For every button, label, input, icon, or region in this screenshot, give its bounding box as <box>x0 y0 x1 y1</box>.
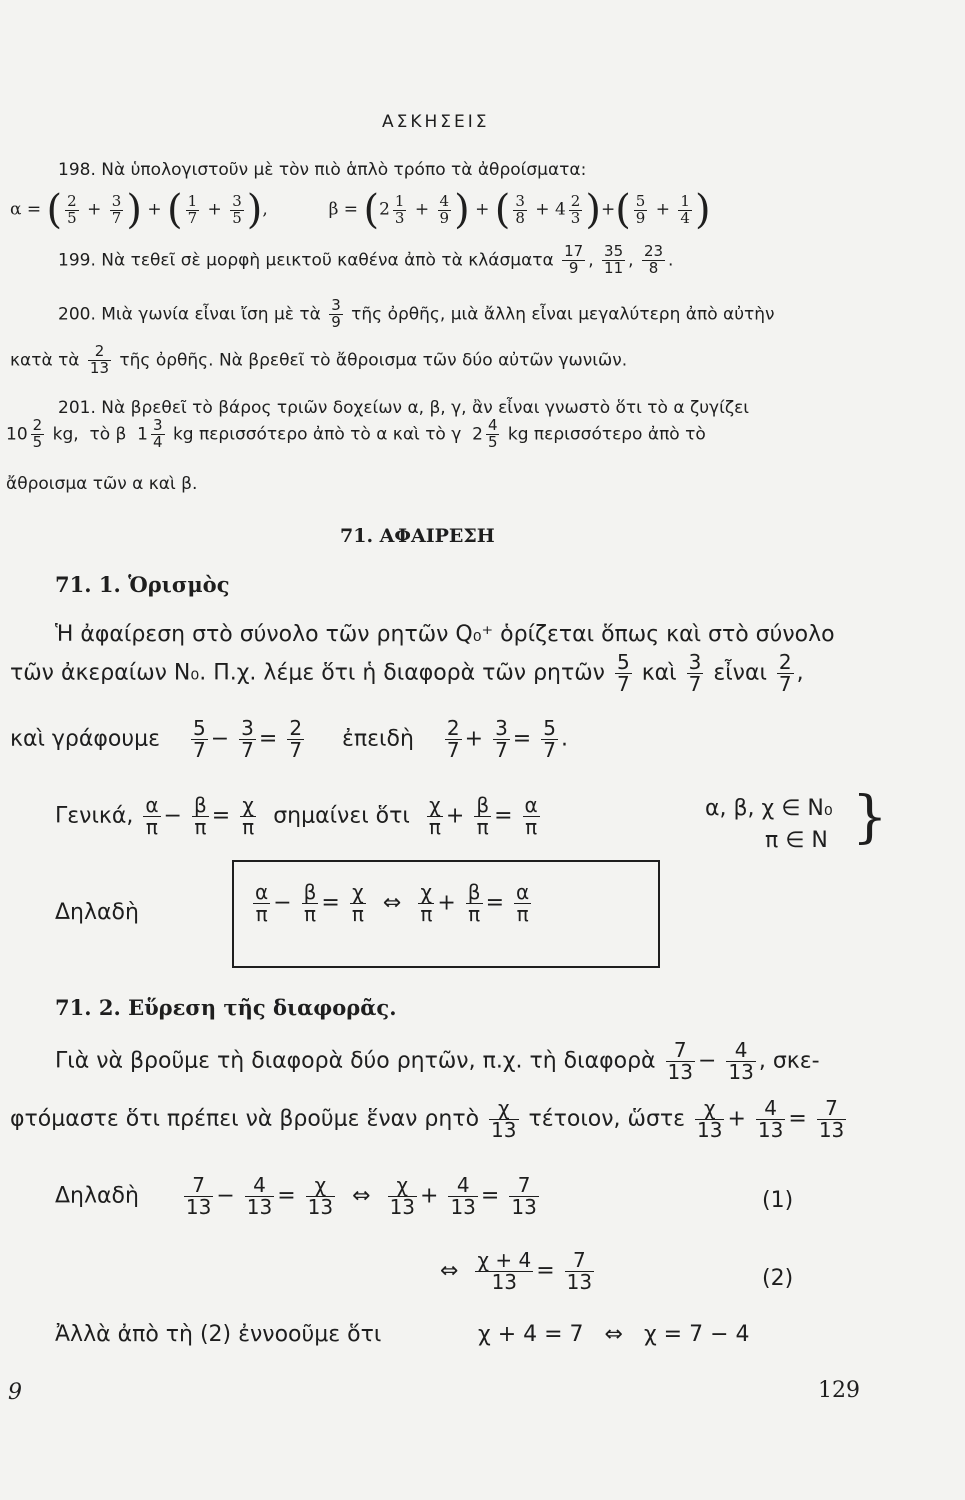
fraction: $\frac{7}{13}$ <box>667 1038 693 1084</box>
subsection-heading-71-2: 71. 2. Εὕρεση τῆς διαφορᾶς. <box>55 995 397 1020</box>
fraction: $\frac{\chi}{13}$ <box>389 1173 416 1219</box>
fraction: $\frac{3}{4}$ <box>152 416 163 451</box>
fraction: $\frac{7}{13}$ <box>566 1248 593 1294</box>
equation-2: ⇔ $\frac{\chi + 4}{13}$ = $\frac{7}{13}$ <box>440 1248 593 1294</box>
exercise-198-sums: α = ( $\frac{2}{5}$ + $\frac{3}{7}$ ) + ( $\frac{1}{7}$ + $\frac{3}{5}$ ), β = (2 $\frac{1}{3}$ + $\frac{4}{9}$ ) + ( $\frac{3}{8}$ + 4 $\frac{2}{3}$ )+( $\frac{5}{9}$ + $\frac{1}{4}$ ) <box>10 187 711 233</box>
exercise-198 <box>58 160 586 180</box>
fraction: $\frac{2}{13}$ <box>89 342 110 377</box>
fraction: $\frac{3}{7}$ <box>111 191 122 227</box>
exercise-number: 198. <box>58 160 96 180</box>
fraction: $\frac{\chi}{\pi}$ <box>351 880 364 926</box>
exercise-text: Νὰ ὑπολογιστοῦν μὲ τὸν πιὸ ἁπλὸ τρόπο τὰ ἀθροίσματα: <box>101 160 587 180</box>
equation-example: καὶ γράφουμε $\frac{5}{7}$ − $\frac{3}{7}$ = $\frac{2}{7}$ ἐπειδὴ $\frac{2}{7}$ + $\frac{3}{7}$ = $\frac{5}{7}$ . <box>10 716 568 762</box>
fraction: $\frac{3}{7}$ <box>495 716 508 762</box>
fraction: $\frac{\beta}{\pi}$ <box>467 880 481 926</box>
fraction: $\frac{4}{13}$ <box>757 1096 784 1142</box>
beta-label: β = <box>328 199 359 220</box>
conditions <box>705 793 833 857</box>
paragraph-definition: Ἡ ἀφαίρεση στὸ σύνολο τῶν ρητῶν Q₀⁺ ὁρίζεται ὅπως καὶ στὸ σύνολο <box>55 622 835 647</box>
paragraph-example: τῶν ἀκεραίων N₀. Π.χ. λέμε ὅτι ἡ διαφορὰ τῶν ρητῶν $\frac{5}{7}$ καὶ $\frac{3}{7}$ εἶναι $\frac{2}{7}$ , <box>10 650 804 696</box>
page-number: 129 <box>818 1378 860 1403</box>
fraction: $\frac{\chi}{\pi}$ <box>242 793 255 839</box>
fraction: $\frac{5}{7}$ <box>192 716 206 762</box>
fraction: $\frac{4}{13}$ <box>246 1173 273 1219</box>
boxed-equation: $\frac{\alpha}{\pi}$ − $\frac{\beta}{\pi}$ = $\frac{\chi}{\pi}$ ⇔ $\frac{\chi}{\pi}$ + $\frac{\beta}{\pi}$ = $\frac{\alpha}{\pi}$ <box>255 880 530 926</box>
fraction: $\frac{35}{11}$ <box>604 242 624 277</box>
equation-3: χ + 4 = 7 ⇔ χ = 7 − 4 <box>478 1322 750 1347</box>
fraction: $\frac{7}{13}$ <box>185 1173 212 1219</box>
fraction: $\frac{7}{13}$ <box>818 1096 845 1142</box>
exercise-200: 200. Μιὰ γωνία εἶναι ἴση μὲ τὰ $\frac{3}{9}$ τῆς ὀρθῆς, μιὰ ἄλλη εἶναι μεγαλύτερη ἀπὸ αὐτὴν <box>58 296 775 331</box>
fraction: $\frac{5}{7}$ <box>543 716 556 762</box>
fraction: $\frac{3}{9}$ <box>331 296 341 331</box>
fraction: $\frac{\chi}{13}$ <box>491 1096 517 1142</box>
fraction: $\frac{\chi}{13}$ <box>307 1173 334 1219</box>
fraction: $\frac{4}{9}$ <box>439 191 450 227</box>
fraction: $\frac{23}{8}$ <box>643 242 664 277</box>
fraction: $\frac{2}{7}$ <box>289 716 303 762</box>
equation-tag-2: (2) <box>762 1266 794 1291</box>
exercise-200-cont: κατὰ τὰ $\frac{2}{13}$ τῆς ὀρθῆς. Νὰ βρεθεῖ τὸ ἄθροισμα τῶν δύο αὐτῶν γωνιῶν. <box>10 342 628 377</box>
exercise-201: 201. Νὰ βρεθεῖ τὸ βάρος τριῶν δοχείων α, β, γ, ἂν εἶναι γνωστὸ ὅτι τὸ α ζυγίζει <box>58 398 750 418</box>
right-brace: } <box>852 785 888 850</box>
fraction: $\frac{3}{7}$ <box>688 650 702 696</box>
fraction: $\frac{2}{7}$ <box>446 716 460 762</box>
fraction: $\frac{2}{5}$ <box>32 416 43 451</box>
fraction: $\frac{\chi + 4}{13}$ <box>477 1248 532 1294</box>
fraction: $\frac{17}{9}$ <box>564 242 584 277</box>
equation-1: Δηλαδὴ $\frac{7}{13}$ − $\frac{4}{13}$ = $\frac{\chi}{13}$ ⇔ $\frac{\chi}{13}$ + $\frac{4}{13}$ = $\frac{7}{13}$ <box>55 1173 537 1219</box>
fraction: $\frac{\beta}{\pi}$ <box>193 793 207 839</box>
fraction: $\frac{\alpha}{\pi}$ <box>255 880 269 926</box>
fraction: $\frac{4}{13}$ <box>450 1173 476 1219</box>
exercises-title: ΑΣΚΗΣΕΙΣ <box>382 112 490 132</box>
condition-1: α, β, χ ∈ N₀ <box>705 796 833 821</box>
exercise-199: 199. Νὰ τεθεῖ σὲ μορφὴ μεικτοῦ καθένα ἀπὸ τὰ κλάσματα $\frac{17}{9}$ , $\frac{35}{11}$ , $\frac{23}{8}$ . <box>58 242 674 277</box>
fraction: $\frac{7}{13}$ <box>511 1173 537 1219</box>
fraction: $\frac{2}{7}$ <box>778 650 792 696</box>
section-title: 71. ΑΦΑΙΡΕΣΗ <box>340 525 495 547</box>
paragraph-difference: Γιὰ νὰ βροῦμε τὴ διαφορὰ δύο ρητῶν, π.χ. τὴ διαφορὰ $\frac{7}{13}$ − $\frac{4}{13}$ , σκε- <box>55 1038 820 1084</box>
fraction: $\frac{3}{5}$ <box>232 191 242 227</box>
fraction: $\frac{1}{3}$ <box>394 191 405 227</box>
that-is-label: Δηλαδὴ <box>55 900 139 925</box>
fraction: $\frac{1}{7}$ <box>187 191 198 227</box>
general-statement: Γενικά, $\frac{\alpha}{\pi}$ − $\frac{\beta}{\pi}$ = $\frac{\chi}{\pi}$ σημαίνει ὅτι $\frac{\chi}{\pi}$ + $\frac{\beta}{\pi}$ = $\frac{\alpha}{\pi}$ <box>55 793 538 839</box>
fraction: $\frac{\beta}{\pi}$ <box>476 793 490 839</box>
fraction: $\frac{\alpha}{\pi}$ <box>516 880 530 926</box>
paragraph-conclusion: Ἀλλὰ ἀπὸ τὴ (2) ἐννοοῦμε ὅτι <box>55 1322 382 1347</box>
exercise-201-cont: 10 $\frac{2}{5}$ kg, τὸ β 1 $\frac{3}{4}$ kg περισσότερο ἀπὸ τὸ α καὶ τὸ γ 2 $\frac{4}{5}$ kg περισσότερο ἀπὸ τὸ <box>6 416 706 451</box>
fraction: $\frac{\chi}{13}$ <box>697 1096 723 1142</box>
subsection-heading-71-1: 71. 1. Ὁρισμὸς <box>55 572 230 597</box>
condition-2: π ∈ N <box>765 827 828 853</box>
alpha-label: α = <box>10 199 42 220</box>
fraction: $\frac{\chi}{\pi}$ <box>420 880 433 926</box>
fraction: $\frac{2}{3}$ <box>570 191 581 227</box>
equation-tag-1: (1) <box>762 1188 794 1213</box>
paragraph-find-x: φτόμαστε ὅτι πρέπει νὰ βροῦμε ἕναν ρητὸ $\frac{\chi}{13}$ τέτοιον, ὥστε $\frac{\chi}{13}$ + $\frac{4}{13}$ = $\frac{7}{13}$ <box>10 1096 845 1142</box>
fraction: $\frac{2}{5}$ <box>67 191 77 227</box>
fraction: $\frac{\alpha}{\pi}$ <box>524 793 538 839</box>
fraction: $\frac{3}{8}$ <box>515 191 525 227</box>
fraction: $\frac{1}{4}$ <box>680 191 690 227</box>
signature-mark: 9 <box>8 1380 22 1405</box>
fraction: $\frac{3}{7}$ <box>241 716 254 762</box>
fraction: $\frac{\chi}{\pi}$ <box>428 793 441 839</box>
exercise-201-end: ἄθροισμα τῶν α καὶ β. <box>6 474 198 494</box>
fraction: $\frac{5}{9}$ <box>635 191 646 227</box>
fraction: $\frac{\beta}{\pi}$ <box>303 880 317 926</box>
fraction: $\frac{4}{5}$ <box>487 416 498 451</box>
fraction: $\frac{\alpha}{\pi}$ <box>145 793 159 839</box>
fraction: $\frac{4}{13}$ <box>728 1038 754 1084</box>
fraction: $\frac{5}{7}$ <box>616 650 630 696</box>
